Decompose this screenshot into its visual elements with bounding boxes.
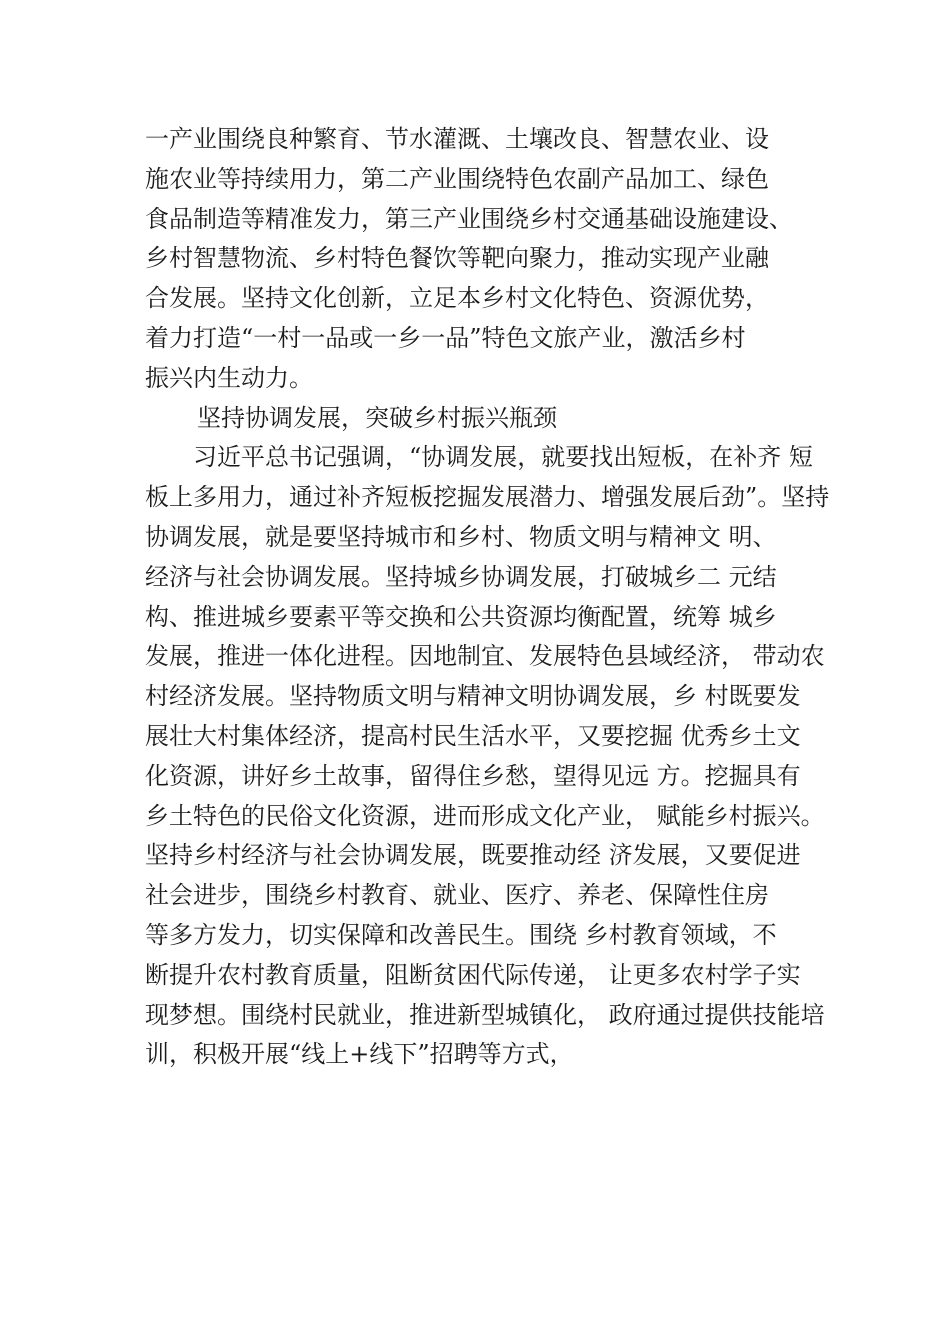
section-heading: 坚持协调发展，突破乡村振兴瓶颈	[197, 403, 557, 432]
text-line: 合发展。坚持文化创新，立足本乡村文化特色、资源优势，	[145, 284, 769, 313]
text-line: 发展，推进一体化进程。因地制宜、发展特色县域经济， 带动农	[145, 642, 825, 671]
text-line: 食品制造等精准发力，第三产业围绕乡村交通基础设施建设、	[145, 204, 793, 233]
text-line: 村经济发展。坚持物质文明与精神文明协调发展，乡 村既要发	[145, 682, 801, 711]
text-line: 习近平总书记强调，“协调发展，就要找出短板，在补齐 短	[193, 443, 813, 472]
text-line: 现梦想。围绕村民就业，推进新型城镇化， 政府通过提供技能培	[145, 1000, 825, 1029]
text-line: 展壮大村集体经济，提高村民生活水平，又要挖掘 优秀乡土文	[145, 721, 801, 750]
text-line: 化资源，讲好乡土故事，留得住乡愁，望得见远 方。挖掘具有	[145, 761, 801, 790]
body-text	[145, 120, 845, 1075]
text-line: 乡村智慧物流、乡村特色餐饮等靶向聚力，推动实现产业融	[145, 244, 769, 273]
text-line: 施农业等持续用力，第二产业围绕特色农副产品加工、绿色	[145, 164, 769, 193]
text-line: 一产业围绕良种繁育、节水灌溉、土壤改良、智慧农业、设	[145, 125, 769, 153]
text-line: 训，积极开展“线上+线下”招聘等方式，	[145, 1040, 574, 1069]
text-line: 断提升农村教育质量，阻断贫困代际传递， 让更多农村学子实	[145, 960, 801, 989]
text-line: 乡土特色的民俗文化资源，进而形成文化产业， 赋能乡村振兴。	[145, 801, 825, 830]
text-line: 社会进步，围绕乡村教育、就业、医疗、养老、保障性住房	[145, 881, 769, 910]
text-line: 振兴内生动力。	[145, 363, 313, 392]
text-line: 坚持乡村经济与社会协调发展，既要推动经 济发展，又要促进	[145, 841, 801, 870]
text-line: 经济与社会协调发展。坚持城乡协调发展，打破城乡二 元结	[145, 562, 777, 591]
text-line: 协调发展，就是要坚持城市和乡村、物质文明与精神文 明、	[145, 522, 777, 551]
text-line: 板上多用力，通过补齐短板挖掘发展潜力、增强发展后劲”。坚持	[145, 483, 830, 512]
text-line: 构、推进城乡要素平等交换和公共资源均衡配置，统筹 城乡	[145, 602, 777, 631]
text-line: 等多方发力，切实保障和改善民生。围绕 乡村教育领域，不	[145, 920, 777, 949]
text-line: 着力打造“一村一品或一乡一品”特色文旅产业，激活乡村	[145, 323, 746, 352]
